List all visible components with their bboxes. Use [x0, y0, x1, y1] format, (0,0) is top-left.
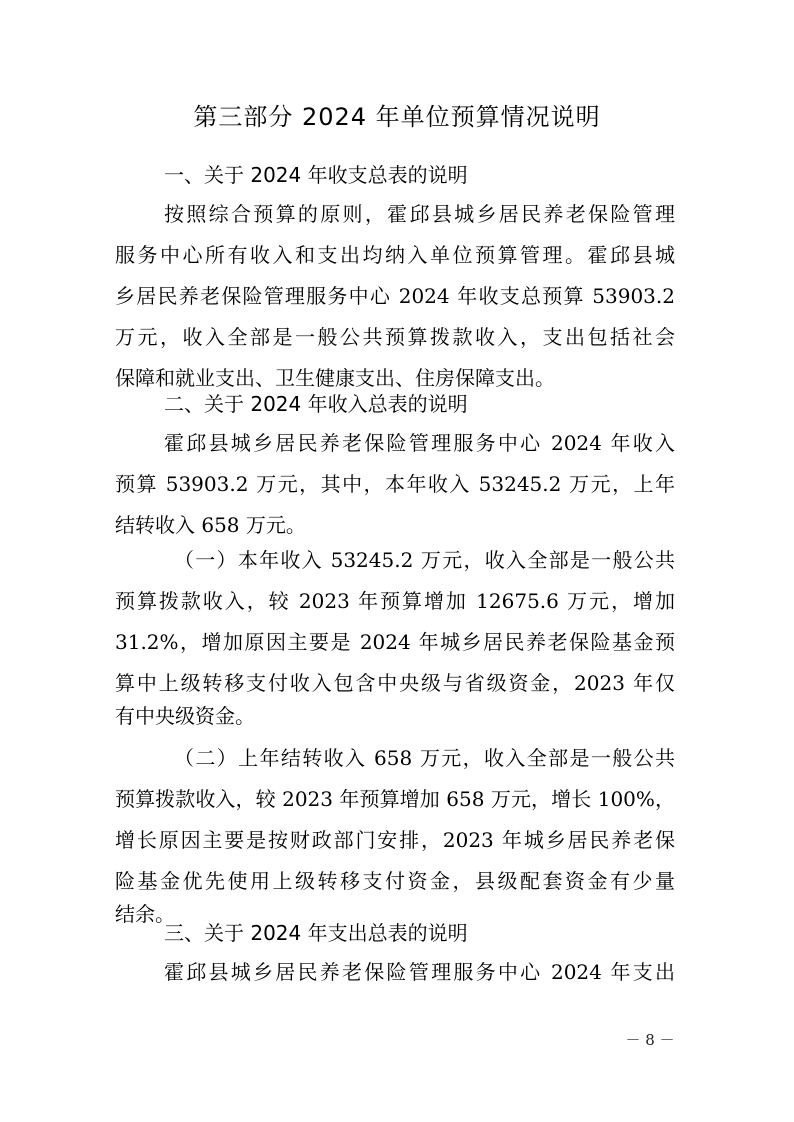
section-2-p2-line-5: 有中央级资金。	[115, 704, 255, 728]
section-2-p3-line-2: 预算拨款收入，较 2023 年预算增加 658 万元，增长 100%，	[115, 787, 675, 811]
section-1-line-4: 万元，收入全部是一般公共预算拨款收入，支出包括社会	[115, 325, 675, 349]
section-2-p2-line-3: 31.2%，增加原因主要是 2024 年城乡居民养老保险基金预	[115, 630, 675, 654]
section-2-p1-line-2: 预算 53903.2 万元，其中，本年收入 53245.2 万元，上年	[115, 472, 675, 496]
section-2-p1-line-3: 结转收入 658 万元。	[115, 513, 306, 537]
section-2-p3-line-1: （二）上年结转收入 658 万元，收入全部是一般公共	[174, 746, 675, 770]
page-number: － 8 －	[625, 1031, 675, 1049]
section-2-heading: 二、关于 2024 年收入总表的说明	[164, 392, 468, 416]
section-2-p2-line-2: 预算拨款收入，较 2023 年预算增加 12675.6 万元，增加	[115, 589, 675, 613]
section-1-line-3: 乡居民养老保险管理服务中心 2024 年收支总预算 53903.2	[115, 284, 675, 308]
section-2-p1-line-1: 霍邱县城乡居民养老保险管理服务中心 2024 年收入	[164, 431, 675, 455]
section-2-p2-line-1: （一）本年收入 53245.2 万元，收入全部是一般公共	[174, 548, 675, 572]
section-2-p3-line-5: 结余。	[115, 902, 175, 926]
section-1-heading: 一、关于 2024 年收支总表的说明	[164, 163, 468, 187]
section-3-heading: 三、关于 2024 年支出总表的说明	[164, 921, 468, 945]
section-2-p3-line-3: 增长原因主要是按财政部门安排，2023 年城乡居民养老保	[115, 828, 675, 852]
section-3-line-1: 霍邱县城乡居民养老保险管理服务中心 2024 年支出	[164, 960, 675, 984]
section-2-p2-line-4: 算中上级转移支付收入包含中央级与省级资金，2023 年仅	[115, 671, 675, 695]
section-1-line-1: 按照综合预算的原则，霍邱县城乡居民养老保险管理	[164, 202, 675, 226]
page-title: 第三部分 2024 年单位预算情况说明	[193, 103, 601, 131]
section-2-p3-line-4: 险基金优先使用上级转移支付资金，县级配套资金有少量	[115, 869, 675, 893]
section-1-line-2: 服务中心所有收入和支出均纳入单位预算管理。霍邱县城	[115, 243, 675, 267]
section-1-line-5: 保障和就业支出、卫生健康支出、住房保障支出。	[115, 366, 555, 390]
